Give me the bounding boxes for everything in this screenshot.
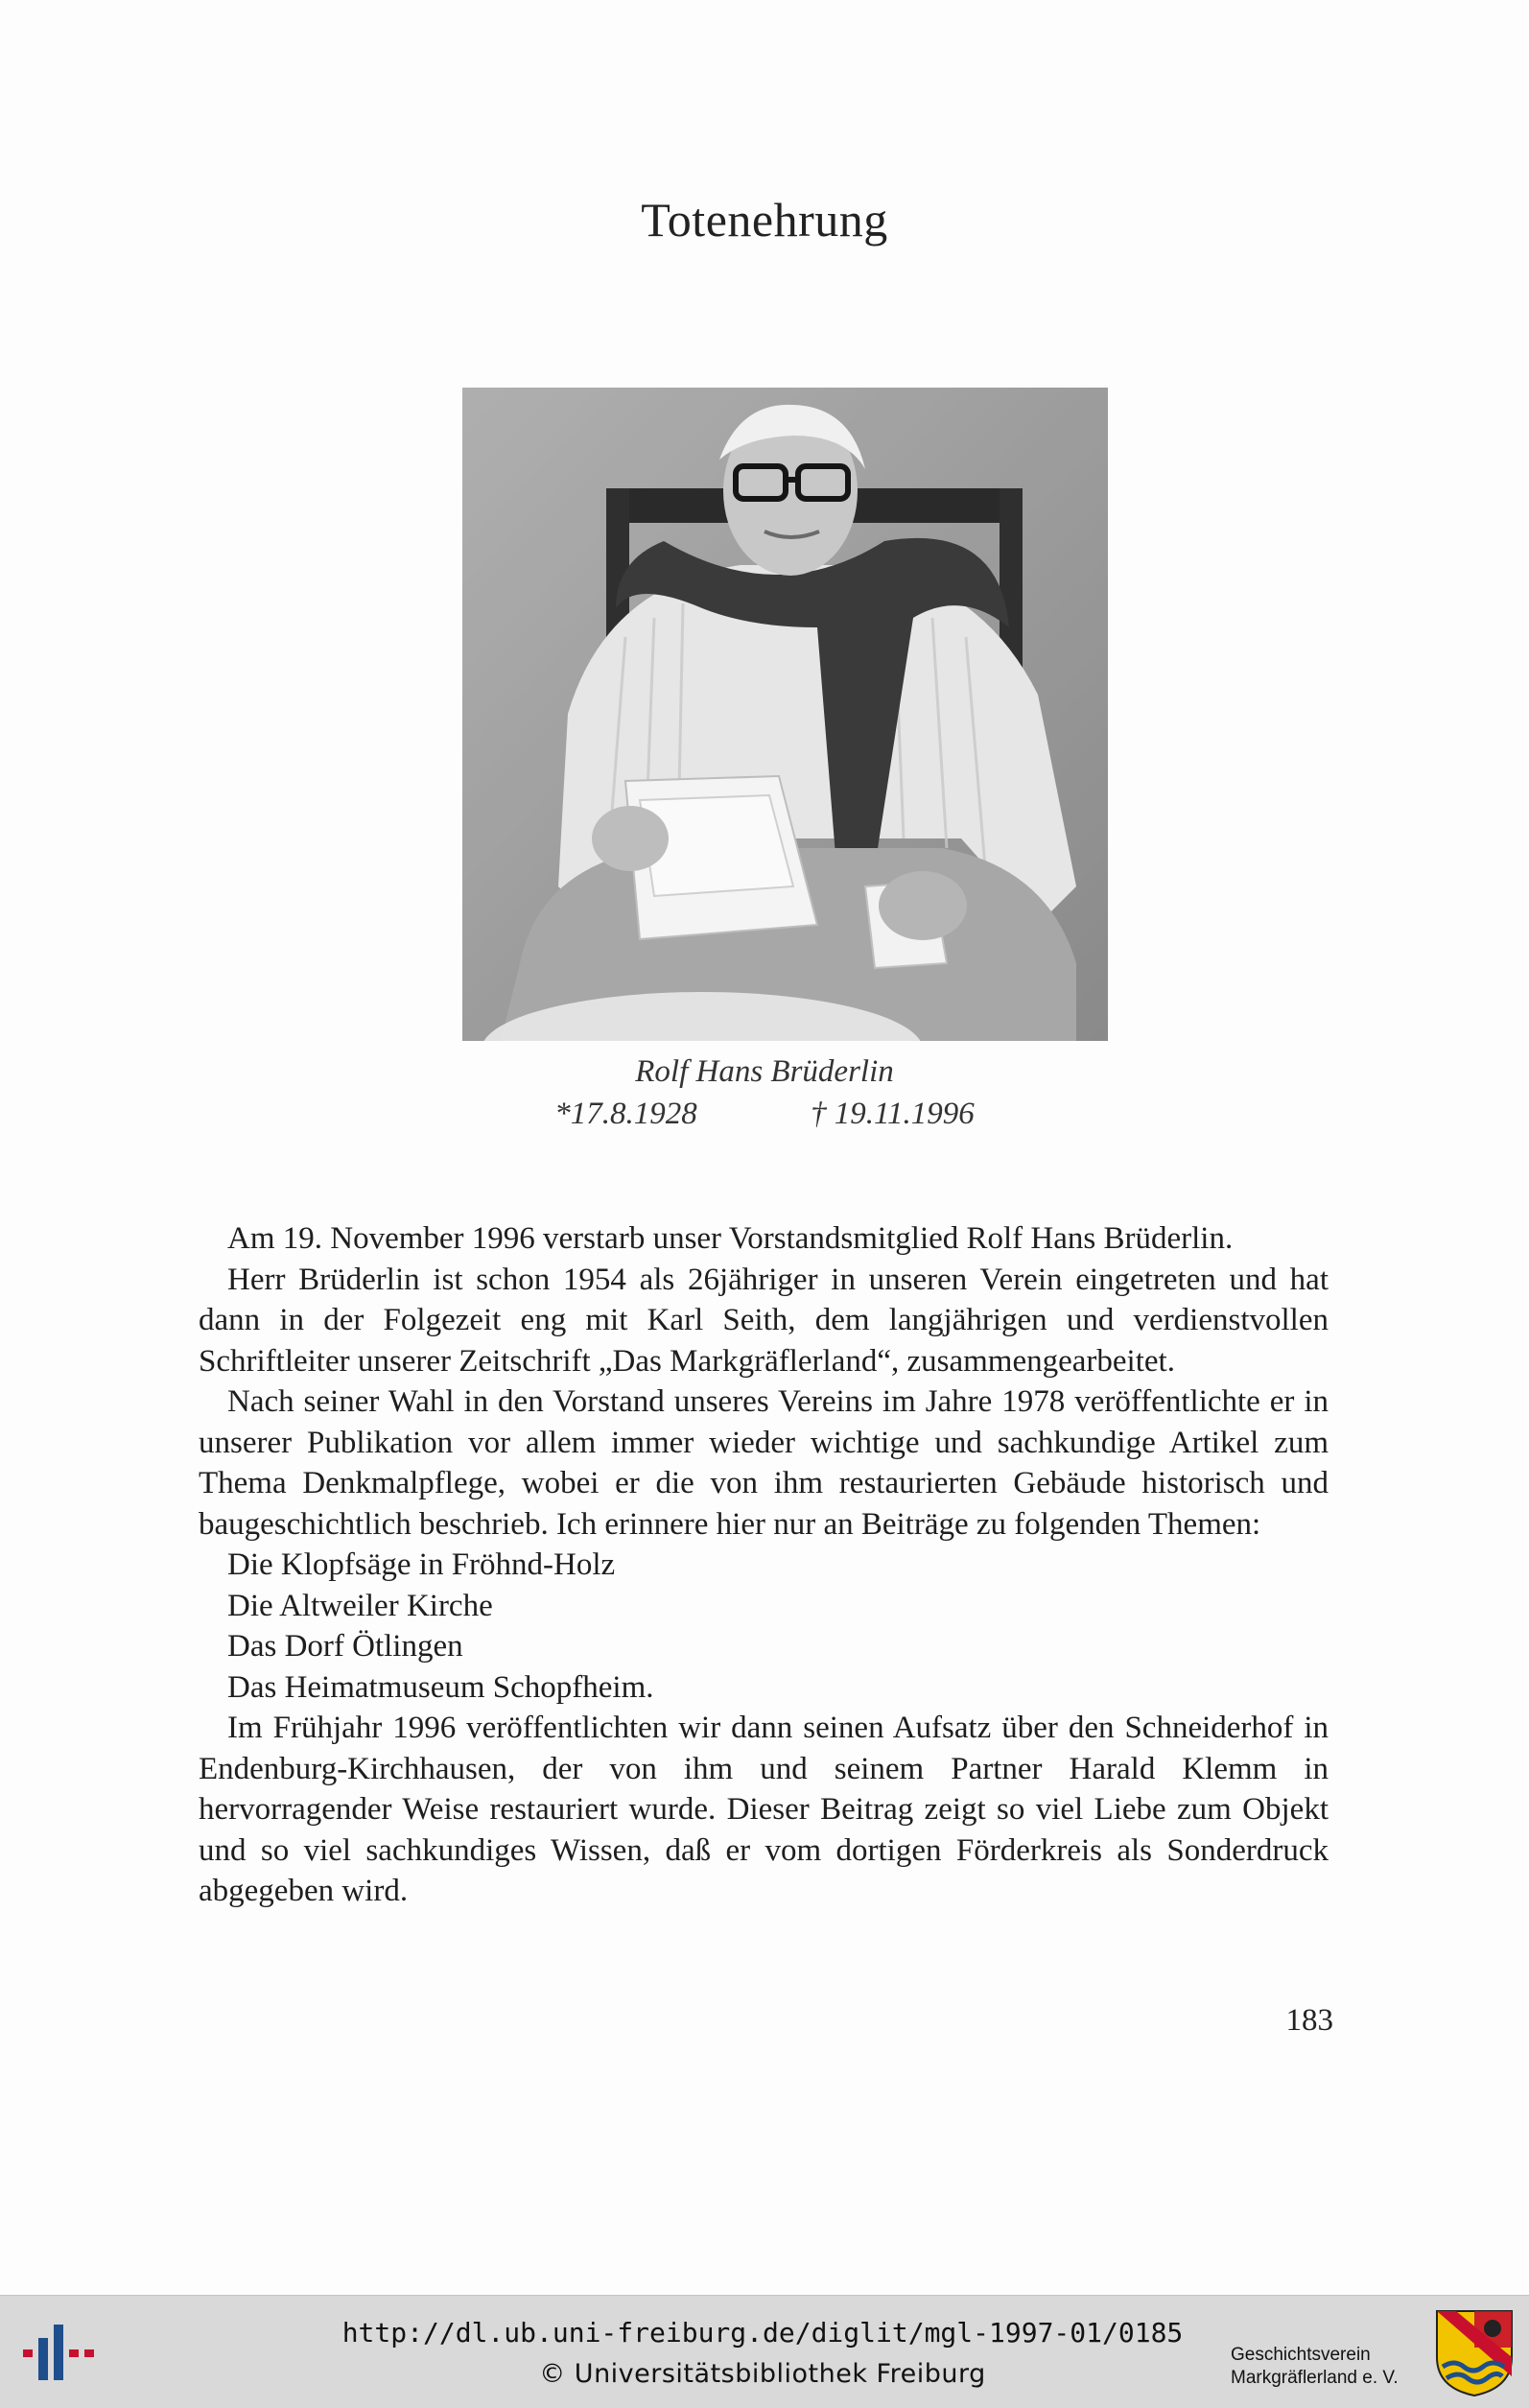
- photo-caption-dates: [0, 1097, 1529, 1132]
- society-name-line: Geschichtsverein: [1231, 2345, 1371, 2365]
- document-url-link[interactable]: http://dl.ub.uni-freiburg.de/diglit/mgl-1997-01/0185: [341, 2317, 1184, 2349]
- portrait-illustration: [462, 388, 1108, 1041]
- ub-freiburg-logo-icon: [21, 2319, 98, 2386]
- page-title: Totenehrung: [641, 193, 888, 247]
- topic-item: Die Klopfsäge in Fröhnd-Holz: [227, 1547, 616, 1582]
- society-name: [1231, 2344, 1413, 2390]
- society-crest-icon: [1435, 2309, 1514, 2397]
- birth-date: *17.8.1928: [554, 1097, 697, 1131]
- page-number: 183: [1285, 2003, 1333, 2038]
- death-date: † 19.11.1996: [810, 1097, 975, 1131]
- viewer-footer: [0, 2295, 1529, 2408]
- paragraph: Herr Brüderlin ist schon 1954 als 26jähriger in unseren Verein eingetreten und hat dann in der Folgezeit eng mit Karl Seith, dem langjährigen und verdienstvollen Schriftleiter unserer Zeitschrift „Das Markgräflerland“, zusammengearbeitet.: [199, 1262, 1329, 1379]
- portrait-photo: [462, 388, 1108, 1041]
- paragraph: Nach seiner Wahl in den Vorstand unseres Vereins im Jahre 1978 veröffentlichte er in unserer Publikation vor allem immer wieder wichtige und sachkundige Artikel zum Thema Denkmalpflege, wobei er die von ihm restaurierten Gebäude historisch und baugeschichtlich beschrieb. Ich erinnere hier nur an Beiträge zu folgenden Themen:: [199, 1384, 1329, 1542]
- society-name-line: Markgräflerland e. V.: [1231, 2368, 1399, 2388]
- topic-item: Das Dorf Ötlingen: [227, 1629, 463, 1664]
- topic-item: Die Altweiler Kirche: [227, 1588, 493, 1623]
- article-body: [199, 1218, 1329, 1912]
- paragraph: Im Frühjahr 1996 veröffentlichten wir dann seinen Aufsatz über den Schneiderhof in Endenburg-Kirchhausen, der von ihm und seinem Partner Harald Klemm in hervorragender Weise restauriert wurde. Dieser Beitrag zeigt so viel Liebe zum Objekt und so viel sachkundiges Wissen, daß er vom dortigen Förderkreis als Sonderdruck abgegeben wird.: [199, 1711, 1329, 1908]
- copyright-notice: © Universitätsbibliothek Freiburg: [539, 2359, 986, 2389]
- paragraph: Am 19. November 1996 verstarb unser Vorstandsmitglied Rolf Hans Brüderlin.: [227, 1221, 1234, 1256]
- photo-caption-name: Rolf Hans Brüderlin: [635, 1054, 894, 1089]
- topic-item: Das Heimatmuseum Schopfheim.: [227, 1669, 654, 1705]
